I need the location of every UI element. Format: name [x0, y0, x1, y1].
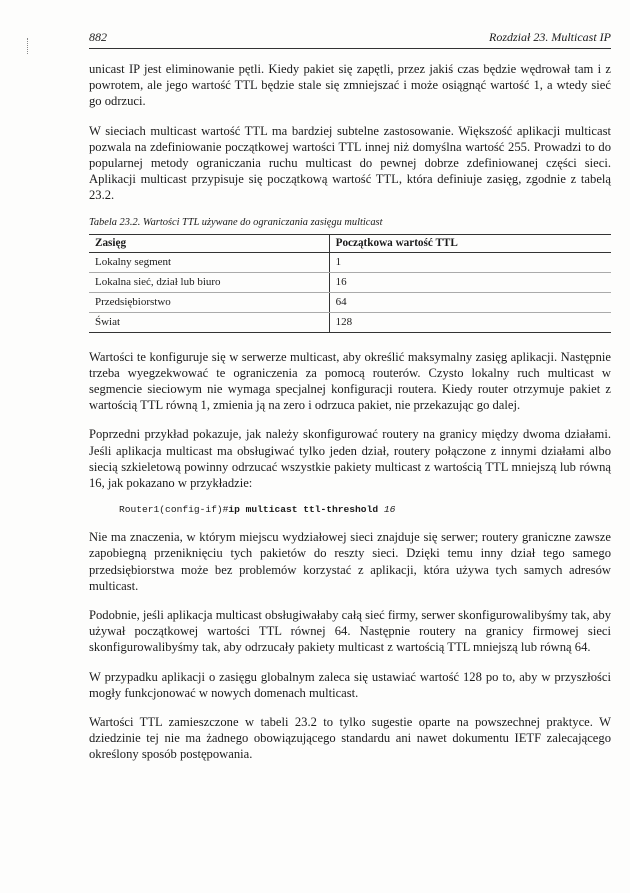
scope-cell: Świat	[89, 312, 329, 332]
page-number: 882	[89, 30, 107, 44]
book-page	[89, 30, 611, 776]
code-prompt: Router1(config-if)#	[119, 504, 229, 516]
paragraph-1: unicast IP jest eliminowanie pętli. Kiedy pakiet się zapętli, przez jakiś czas będzie wędrował tam i z powrotem, ale jego wartość TTL będzie stale się zmniejszać i może osiągnąć wartość 1, a wtedy sieć go odrzuci.	[89, 62, 611, 109]
ttl-scope-table	[89, 234, 611, 333]
running-header	[89, 30, 611, 49]
chapter-title: Rozdział 23. Multicast IP	[489, 30, 611, 44]
table-caption: Tabela 23.2. Wartości TTL używane do ograniczania zasięgu multicast	[89, 216, 383, 228]
scope-cell: Lokalna sieć, dział lub biuro	[89, 272, 329, 292]
table-row	[89, 252, 611, 272]
ttl-cell: 64	[329, 292, 611, 312]
paragraph-2: W sieciach multicast wartość TTL ma bardziej subtelne zastosowanie. Większość aplikacji multicast pozwala na zdefiniowanie początkowej wartości TTL innej niż domyślna wartość 255. Prowadzi to do popularnej metody ograniczania ruchu multicast do pewnej dobrze zdefiniowanej części sieci. Aplikacji multicast przypisuje się początkową wartość TTL, która definiuje zasięg, zgodnie z tabelą 23.2.	[89, 123, 611, 203]
paragraph-7: W przypadku aplikacji o zasięgu globalnym zaleca się ustawiać wartość 128 po to, aby w przyszłości mogły funkcjonować w nowych domenach multicast.	[89, 669, 611, 700]
code-example	[119, 504, 611, 515]
code-argument: 16	[383, 504, 396, 516]
code-command: ip multicast ttl-threshold	[228, 504, 379, 516]
paragraph-8: Wartości TTL zamieszczone w tabeli 23.2 to tylko sugestie oparte na powszechnej praktyce. W dziedzinie tej nie ma żadnego obowiązującego standardu ani nawet dokumentu IETF zalecającego określony sposób postępowania.	[89, 715, 611, 762]
ttl-cell: 16	[329, 272, 611, 292]
paragraph-3: Wartości te konfiguruje się w serwerze multicast, aby określić maksymalny zasięg aplikacji. Następnie trzeba wyegzekwować te ograniczenia za pomocą routerów. Czysto lokalny ruch multicast w segmencie sieciowym nie wymaga specjalnej konfiguracji routera. Kiedy router otrzymuje pakiet z wartością TTL równą 1, zmienia ją na zero i odrzuca pakiet, nie przekazując go dalej.	[89, 349, 611, 413]
paragraph-4: Poprzedni przykład pokazuje, jak należy skonfigurować routery na granicy między dwoma działami. Jeśli aplikacja multicast ma obsługiwać tylko jeden dział, routery połączone z innymi działami albo siecią szkieletową powinny odrzucać wszystkie pakiety multicast z wartością TTL mniejszą lub równą 16, jak pokazano w przykładzie:	[89, 427, 611, 491]
margin-mark	[27, 38, 29, 54]
table-row	[89, 312, 611, 332]
paragraph-6: Podobnie, jeśli aplikacja multicast obsługiwałaby całą sieć firmy, serwer skonfigurowalibyśmy tak, aby używał początkowej wartości TTL równej 64. Następnie routery na granicy firmowej sieci skonfigurowalibyśmy tak, aby odrzucały pakiety multicast z wartością TTL mniejszą lub równą 64.	[89, 608, 611, 655]
table-header-row	[89, 234, 611, 252]
column-header-ttl: Początkowa wartość TTL	[329, 234, 611, 252]
table-row	[89, 272, 611, 292]
ttl-cell: 1	[329, 252, 611, 272]
column-header-scope: Zasięg	[89, 234, 329, 252]
scope-cell: Lokalny segment	[89, 252, 329, 272]
ttl-cell: 128	[329, 312, 611, 332]
paragraph-5: Nie ma znaczenia, w którym miejscu wydziałowej sieci znajduje się serwer; routery graniczne zawsze zapobiegną przeniknięciu tych pakietów do reszty sieci. Dzięki temu inny dział tego samego przedsiębiorstwa może bez problemów korzystać z aplikacji, która używa tych samych adresów multicast.	[89, 530, 611, 593]
scope-cell: Przedsiębiorstwo	[89, 292, 329, 312]
table-row	[89, 292, 611, 312]
